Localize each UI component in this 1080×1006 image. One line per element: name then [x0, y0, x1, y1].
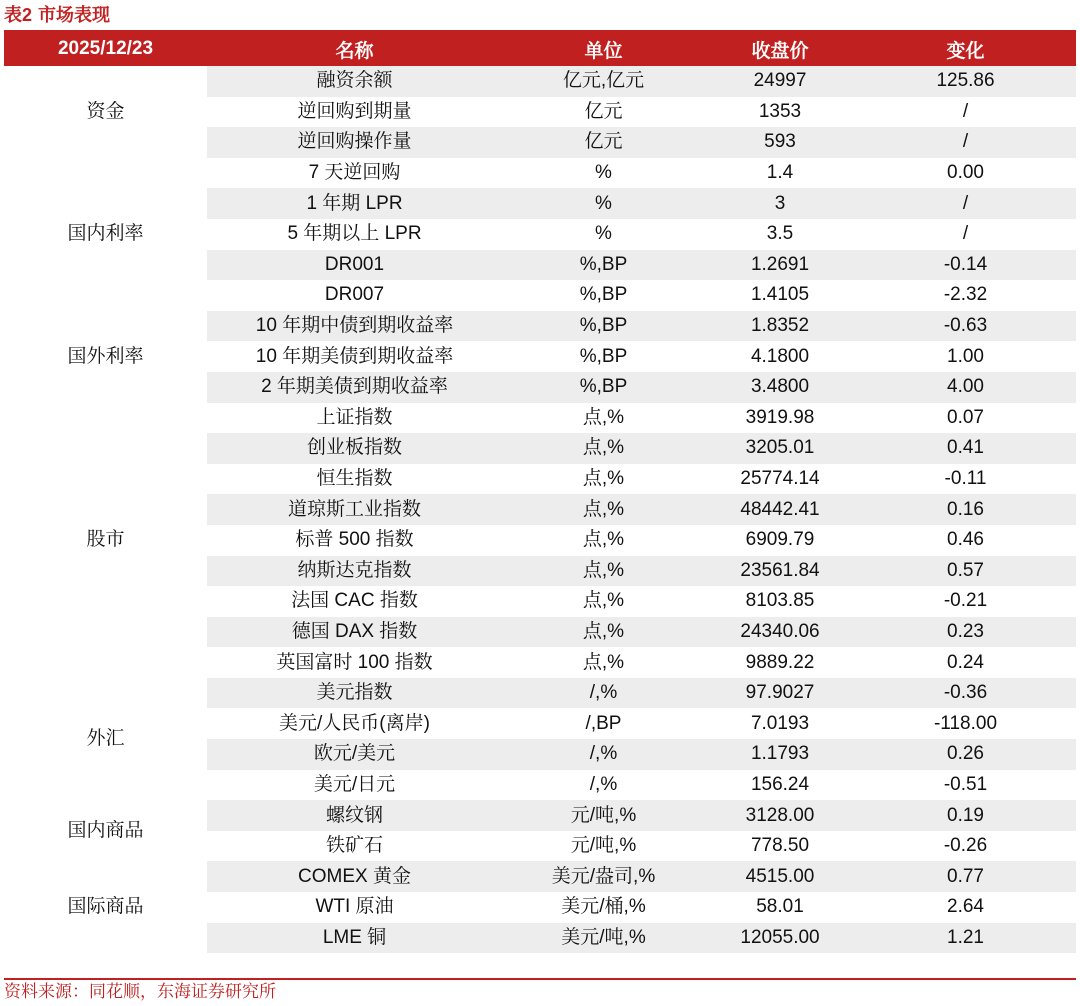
unit-cell: 点,%: [502, 617, 705, 648]
table-row: [4, 678, 1076, 709]
name-cell: 英国富时 100 指数: [207, 647, 502, 678]
header-row: [4, 32, 1076, 66]
unit-cell: %,BP: [502, 341, 705, 372]
category-cell: 国内商品: [4, 800, 207, 861]
table-row: [4, 861, 1076, 892]
close-cell: 593: [705, 127, 855, 158]
close-cell: 24340.06: [705, 617, 855, 648]
table-body: [4, 66, 1076, 953]
name-cell: 2 年期美债到期收益率: [207, 372, 502, 403]
unit-cell: 美元/吨,%: [502, 923, 705, 954]
unit-cell: /,%: [502, 678, 705, 709]
close-cell: 97.9027: [705, 678, 855, 709]
close-cell: 1.1793: [705, 739, 855, 770]
unit-cell: /,%: [502, 739, 705, 770]
close-cell: 1.4105: [705, 280, 855, 311]
name-cell: 1 年期 LPR: [207, 188, 502, 219]
name-cell: 10 年期美债到期收益率: [207, 341, 502, 372]
caption-title: 市场表现: [38, 5, 111, 25]
name-cell: 10 年期中债到期收益率: [207, 311, 502, 342]
unit-cell: 点,%: [502, 525, 705, 556]
close-cell: 12055.00: [705, 923, 855, 954]
table-row: [4, 158, 1076, 189]
change-cell: 0.41: [855, 433, 1076, 464]
source-note: 资料来源：同花顺，东海证券研究所: [4, 982, 276, 1001]
market-table: [4, 32, 1076, 953]
unit-cell: 元/吨,%: [502, 831, 705, 862]
name-cell: COMEX 黄金: [207, 861, 502, 892]
name-cell: LME 铜: [207, 923, 502, 954]
change-cell: 0.19: [855, 800, 1076, 831]
unit-cell: 点,%: [502, 433, 705, 464]
change-cell: 4.00: [855, 372, 1076, 403]
name-cell: 铁矿石: [207, 831, 502, 862]
close-cell: 6909.79: [705, 525, 855, 556]
close-cell: 58.01: [705, 892, 855, 923]
close-cell: 24997: [705, 66, 855, 97]
category-cell: 资金: [4, 66, 207, 158]
unit-cell: %,BP: [502, 280, 705, 311]
category-cell: 国外利率: [4, 311, 207, 403]
name-cell: 上证指数: [207, 403, 502, 434]
change-cell: 125.86: [855, 66, 1076, 97]
change-cell: 0.26: [855, 739, 1076, 770]
name-cell: 逆回购操作量: [207, 127, 502, 158]
name-cell: WTI 原油: [207, 892, 502, 923]
header-unit: 单位: [502, 32, 705, 66]
close-cell: 156.24: [705, 770, 855, 801]
change-cell: 1.00: [855, 341, 1076, 372]
change-cell: -118.00: [855, 708, 1076, 739]
name-cell: 融资余额: [207, 66, 502, 97]
unit-cell: 亿元: [502, 127, 705, 158]
unit-cell: 亿元,亿元: [502, 66, 705, 97]
change-cell: 0.23: [855, 617, 1076, 648]
name-cell: DR001: [207, 250, 502, 281]
close-cell: 8103.85: [705, 586, 855, 617]
unit-cell: 美元/盎司,%: [502, 861, 705, 892]
change-cell: -0.51: [855, 770, 1076, 801]
name-cell: 欧元/美元: [207, 739, 502, 770]
header-change: 变化: [855, 32, 1076, 66]
close-cell: 3.4800: [705, 372, 855, 403]
unit-cell: %: [502, 158, 705, 189]
name-cell: 美元/日元: [207, 770, 502, 801]
unit-cell: 点,%: [502, 556, 705, 587]
change-cell: /: [855, 97, 1076, 128]
close-cell: 3.5: [705, 219, 855, 250]
change-cell: 1.21: [855, 923, 1076, 954]
unit-cell: 点,%: [502, 494, 705, 525]
unit-cell: /,%: [502, 770, 705, 801]
change-cell: 0.16: [855, 494, 1076, 525]
name-cell: DR007: [207, 280, 502, 311]
change-cell: -2.32: [855, 280, 1076, 311]
change-cell: -0.26: [855, 831, 1076, 862]
category-cell: 国际商品: [4, 861, 207, 953]
close-cell: 3205.01: [705, 433, 855, 464]
change-cell: -0.11: [855, 464, 1076, 495]
category-cell: 国内利率: [4, 158, 207, 311]
name-cell: 美元指数: [207, 678, 502, 709]
close-cell: 7.0193: [705, 708, 855, 739]
close-cell: 1.4: [705, 158, 855, 189]
change-cell: 2.64: [855, 892, 1076, 923]
unit-cell: %,BP: [502, 250, 705, 281]
change-cell: /: [855, 188, 1076, 219]
close-cell: 1.8352: [705, 311, 855, 342]
name-cell: 美元/人民币(离岸): [207, 708, 502, 739]
close-cell: 1353: [705, 97, 855, 128]
unit-cell: 美元/桶,%: [502, 892, 705, 923]
name-cell: 5 年期以上 LPR: [207, 219, 502, 250]
caption-label: 表2: [4, 5, 33, 25]
name-cell: 纳斯达克指数: [207, 556, 502, 587]
category-cell: 外汇: [4, 678, 207, 800]
change-cell: -0.36: [855, 678, 1076, 709]
unit-cell: %: [502, 188, 705, 219]
change-cell: /: [855, 219, 1076, 250]
table-row: [4, 800, 1076, 831]
change-cell: 0.00: [855, 158, 1076, 189]
close-cell: 3919.98: [705, 403, 855, 434]
close-cell: 4.1800: [705, 341, 855, 372]
close-cell: 1.2691: [705, 250, 855, 281]
close-cell: 25774.14: [705, 464, 855, 495]
change-cell: 0.46: [855, 525, 1076, 556]
unit-cell: /,BP: [502, 708, 705, 739]
close-cell: 9889.22: [705, 647, 855, 678]
header-name: 名称: [207, 32, 502, 66]
name-cell: 恒生指数: [207, 464, 502, 495]
change-cell: /: [855, 127, 1076, 158]
name-cell: 道琼斯工业指数: [207, 494, 502, 525]
unit-cell: %,BP: [502, 372, 705, 403]
unit-cell: 点,%: [502, 586, 705, 617]
table-row: [4, 66, 1076, 97]
change-cell: -0.63: [855, 311, 1076, 342]
unit-cell: 点,%: [502, 403, 705, 434]
unit-cell: 点,%: [502, 647, 705, 678]
name-cell: 逆回购到期量: [207, 97, 502, 128]
table-caption: [4, 3, 116, 27]
unit-cell: 元/吨,%: [502, 800, 705, 831]
name-cell: 标普 500 指数: [207, 525, 502, 556]
header-close: 收盘价: [705, 32, 855, 66]
change-cell: -0.14: [855, 250, 1076, 281]
close-cell: 3128.00: [705, 800, 855, 831]
close-cell: 4515.00: [705, 861, 855, 892]
unit-cell: %: [502, 219, 705, 250]
change-cell: 0.07: [855, 403, 1076, 434]
change-cell: 0.57: [855, 556, 1076, 587]
name-cell: 创业板指数: [207, 433, 502, 464]
change-cell: -0.21: [855, 586, 1076, 617]
table-row: [4, 311, 1076, 342]
change-cell: 0.77: [855, 861, 1076, 892]
name-cell: 螺纹钢: [207, 800, 502, 831]
close-cell: 778.50: [705, 831, 855, 862]
category-cell: 股市: [4, 403, 207, 678]
unit-cell: 亿元: [502, 97, 705, 128]
name-cell: 7 天逆回购: [207, 158, 502, 189]
close-cell: 48442.41: [705, 494, 855, 525]
close-cell: 3: [705, 188, 855, 219]
close-cell: 23561.84: [705, 556, 855, 587]
table-row: [4, 403, 1076, 434]
name-cell: 法国 CAC 指数: [207, 586, 502, 617]
change-cell: 0.24: [855, 647, 1076, 678]
name-cell: 德国 DAX 指数: [207, 617, 502, 648]
header-date: 2025/12/23: [4, 32, 207, 66]
unit-cell: %,BP: [502, 311, 705, 342]
unit-cell: 点,%: [502, 464, 705, 495]
